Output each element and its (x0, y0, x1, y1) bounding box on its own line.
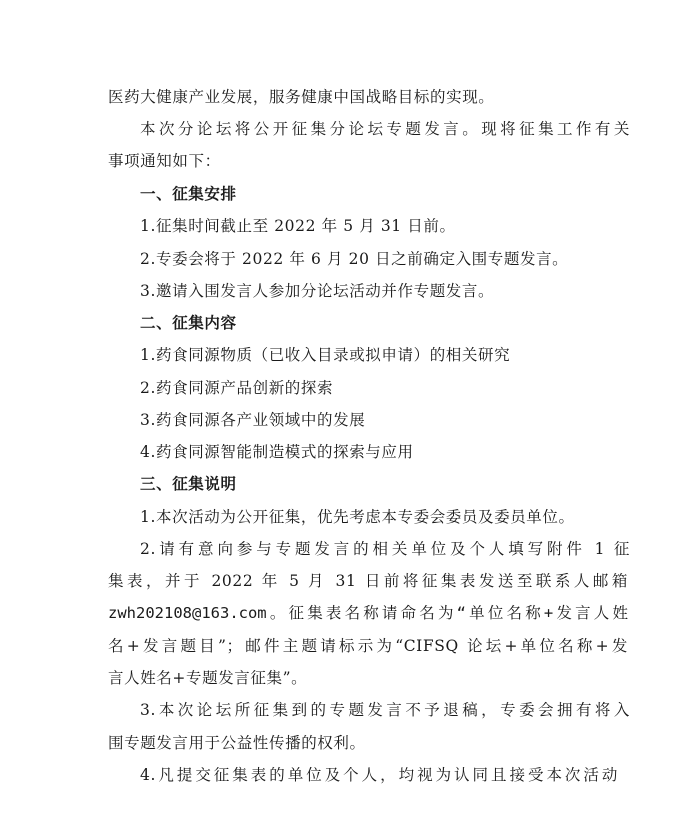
list-item: 1.本次活动为公开征集，优先考虑本专委会委员及委员单位。 (140, 508, 575, 526)
paragraph-line: 言人姓名+专题发言征集”。 (108, 669, 308, 687)
list-item: 2.专委会将于 2022 年 6 月 20 日之前确定入围专题发言。 (140, 250, 569, 268)
list-item: 3.邀请入围发言人参加分论坛活动并作专题发言。 (140, 282, 495, 300)
list-item: 2.请有意向参与专题发言的相关单位及个人填写附件 1 征 (140, 540, 630, 558)
list-item: 2.药食同源产品创新的探索 (140, 379, 334, 397)
list-item: 4.药食同源智能制造模式的探索与应用 (140, 443, 414, 461)
paragraph-line: 集表，并于 2022 年 5 月 31 日前将征集表发送至联系人邮箱 (108, 572, 628, 590)
paragraph-line: 医药大健康产业发展，服务健康中国战略目标的实现。 (108, 88, 495, 106)
paragraph-line: zwh202108@163.com。征集表名称请命名为“单位名称+发言人姓 (108, 604, 628, 622)
paragraph-line: 围专题发言用于公益性传播的权利。 (108, 734, 366, 752)
list-item: 1.征集时间截止至 2022 年 5 月 31 日前。 (140, 217, 456, 235)
paragraph-line: 本次分论坛将公开征集分论坛专题发言。现将征集工作有关 (140, 120, 630, 138)
section-heading: 二、征集内容 (140, 313, 237, 332)
section-heading: 三、征集说明 (140, 474, 237, 493)
list-item: 1.药食同源物质（已收入目录或拟申请）的相关研究 (140, 346, 511, 364)
list-item: 4.凡提交征集表的单位及个人，均视为认同且接受本次活动 (140, 766, 618, 784)
list-item: 3.本次论坛所征集到的专题发言不予退稿，专委会拥有将入 (140, 701, 630, 719)
section-heading: 一、征集安排 (140, 184, 237, 203)
paragraph-line: 事项通知如下： (108, 152, 221, 170)
list-item: 3.药食同源各产业领域中的发展 (140, 411, 366, 429)
paragraph-line: 名+发言题目”；邮件主题请标示为“CIFSQ 论坛+单位名称+发 (108, 637, 628, 655)
